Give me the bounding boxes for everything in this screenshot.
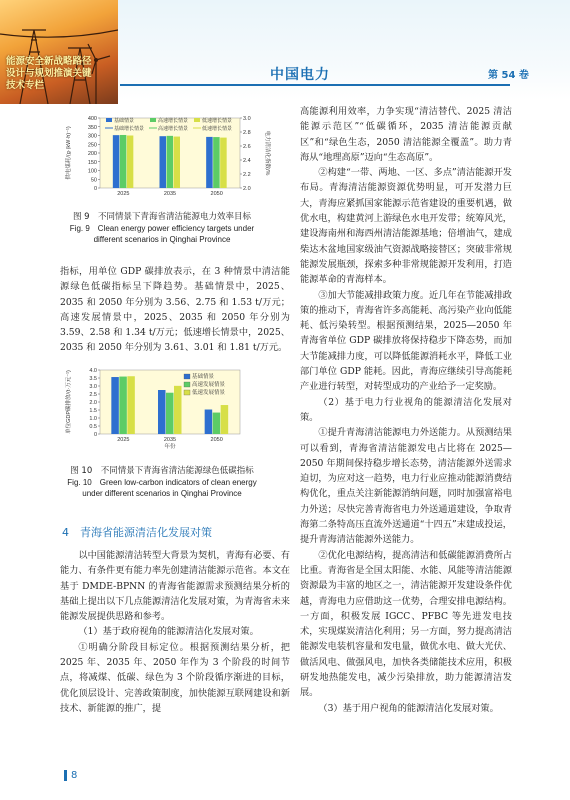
bar — [127, 136, 134, 189]
figure-10-chart — [64, 366, 276, 452]
bar — [220, 138, 227, 188]
figure-10-caption-en-1: Fig. 10 Green low-carbon indicators of clean energy — [67, 478, 257, 487]
legend-swatch — [184, 390, 190, 395]
y-tick-label: 1.0 — [89, 416, 97, 422]
y-tick-label: 250 — [87, 142, 97, 149]
left-column-bottom — [60, 548, 290, 716]
paragraph: （1）基于政府视角的能源清洁化发展对策。 — [78, 626, 259, 638]
banner-title — [0, 56, 118, 92]
y-tick-label: 200 — [87, 151, 97, 157]
y-tick-label: 3.0 — [89, 384, 97, 390]
legend-label: 基础情景 — [192, 374, 215, 380]
right-column — [300, 104, 512, 716]
page-number: 8 — [64, 770, 77, 781]
x-tick-label: 2050 — [210, 191, 223, 197]
volume-label: 第 54 卷 — [488, 70, 529, 81]
y-tick-label: 150 — [87, 159, 97, 166]
figure-10-caption — [32, 466, 292, 499]
y-axis-label: 单位GDP碳排放/(t·万元⁻¹) — [66, 370, 72, 434]
bar — [174, 137, 181, 188]
paragraph: ①提升青海清洁能源电力外送能力。从预测结果可以看到，青海省清洁能源发电占比将在 2025—2050 年期间保持稳步增长态势，清洁能源外送需求迫切，为应对这一趋势，电力行业应推动能源消费结构优化，重点关注新能源消纳问题，同时加强富裕电力外送；尽快完善青海省电力外送通道建设，争取青海第二条特高压直流外送通道“十四五”末建成投运，提升青海清洁能源外送能力。 — [300, 427, 512, 546]
bar — [213, 413, 221, 434]
bar — [160, 136, 167, 188]
paragraph: ②构建“一带、两地、一区、多点”清洁能源开发布局。青海清洁能源资源优势明显，可开发潜力巨大，青海应紧抓国家能源示范省建设的重要机遇，做优水电，构建黄河上游绿色水电开发带；统筹风光，建设海南州和海西州清洁能源基地；倍增油气，建成柴达木盆地国家级油气资源战略接替区；突破非常规能源发展瓶颈，探索多种非常规能源开发利用，打造能源革命的青海样本。 — [300, 167, 512, 286]
paragraph: （2）基于电力行业视角的能源清洁化发展对策。 — [300, 396, 512, 423]
y-tick-label: 4.0 — [89, 368, 97, 374]
y-tick-label: 1.5 — [89, 408, 97, 414]
legend-swatch — [194, 118, 200, 122]
y2-tick-label: 2.6 — [243, 144, 251, 150]
legend-label: 高速发展情景 — [192, 382, 226, 388]
banner-line-2: 设计与规划推演关键 — [6, 68, 92, 79]
paragraph: 指标，用单位 GDP 碳排放表示，在 3 种情景中清洁能源绿色低碳指标呈下降趋势。基础情景中，2025、2035 和 2050 年分别为 3.56、2.75 和 1.53 t/万元；高速发展情景中，2025、2035 和 2050 年分别为 3.59、2.58 和 1.34 t/万元；低速增长情景中，2025、2035 和 2050 年分别为 3.61、3.01 和 1.81 t/万元。 — [60, 266, 290, 354]
y-tick-label: 2.0 — [89, 400, 97, 406]
legend-label: 高速增长情景 — [158, 118, 189, 124]
x-tick-label: 2035 — [163, 437, 177, 443]
y2-tick-label: 2.4 — [243, 158, 251, 164]
bar — [221, 405, 229, 434]
legend-swatch — [184, 382, 190, 387]
bar — [127, 376, 135, 434]
bar — [205, 410, 213, 434]
y-tick-label: 400 — [87, 116, 97, 122]
legend-swatch — [184, 374, 190, 379]
legend-label: 基础情景 — [114, 118, 135, 124]
header-rule — [120, 84, 510, 86]
figure-10-caption-cn: 图 10 不同情景下青海省清洁能源绿色低碳指标 — [70, 466, 254, 476]
y-tick-label: 2.5 — [89, 392, 97, 398]
y2-tick-label: 2.0 — [243, 186, 251, 192]
legend-label: 高速增长情景 — [158, 126, 189, 132]
y-tick-label: 350 — [87, 124, 97, 131]
figure-9-caption — [32, 212, 292, 245]
paragraph: ③加大节能减排政策力度。近几年在节能减排政策的推动下，青海省许多高能耗、高污染产业向低能耗、低污染转型。根据预测结果，2025—2050 年青海省单位 GDP 碳排放将保持稳步下降态势，而加大节能减排力度，可以降低能源消耗水平，降低工业部门单位 GDP 能耗。因此，青海应继续引导高能耗产业进行转型，对转型成功的产业给予一定奖励。 — [300, 289, 512, 393]
x-tick-label: 2025 — [117, 437, 130, 443]
paragraph: ②优化电源结构，提高清洁和低碳能源消费所占比重。青海省是全国太阳能、水能、风能等清洁能源资源最为丰富的地区之一，清洁能源开发建设条件优越，青海电力应借助这一优势，合理安排电源结构。一方面，积极发展 IGCC、PFBC 等先进发电技术，实现煤炭清洁化利用；另一方面，努力提高清洁能源发电装机容量和发电量，做优水电、做大光伏、做活风电、做强风电，加快各类储能技术应用，积极研发地热能发电，减少污染排放，助力能源清洁发展。 — [300, 549, 512, 699]
y2-tick-label: 3.0 — [243, 116, 251, 122]
y2-tick-label: 2.8 — [243, 130, 251, 136]
x-tick-label: 2050 — [210, 437, 223, 443]
bar — [167, 136, 174, 188]
bar — [120, 135, 127, 188]
paragraph: ①明确分阶段目标定位。根据预测结果分析，把 2025 年、2035 年、2050 年作为 3 个阶段的时间节点，将减煤、低碳、绿色为 3 个阶段循序渐进的目标，优化顶层设计、完善政策制度，加快能源互联网建设和新技术、新能源的推广，提 — [60, 641, 290, 714]
legend-label: 低速增长情景 — [202, 126, 233, 132]
x-axis-label: 年份 — [164, 444, 176, 450]
y-tick-label: 0.5 — [89, 424, 97, 430]
legend-swatch — [150, 118, 156, 122]
bar — [113, 135, 120, 188]
y-tick-label: 3.5 — [89, 376, 97, 382]
figure-10-caption-en-2: under different scenarios in Qinghai Province — [82, 489, 242, 498]
y-tick-label: 100 — [87, 168, 97, 175]
figure-9-caption-en-2: different scenarios in Qinghai Province — [93, 235, 231, 244]
y2-tick-label: 2.2 — [243, 172, 251, 178]
y-tick-label: 300 — [87, 133, 97, 140]
y2-axis-label: 电力清洁化指数/% — [264, 130, 270, 176]
bar — [174, 386, 182, 434]
section-heading: 4 青海省能源清洁化发展对策 — [62, 526, 212, 539]
bar — [213, 137, 220, 188]
bar — [166, 393, 174, 434]
y-tick-label: 0 — [93, 432, 97, 438]
left-column-top — [60, 264, 290, 356]
banner-line-1: 能源安全新战略路径 — [6, 56, 92, 67]
figure-9-chart — [64, 112, 276, 204]
paragraph: （3）基于用户视角的能源清洁化发展对策。 — [318, 702, 499, 714]
bar — [111, 377, 119, 434]
paragraph: 高能源利用效率，力争实现“清洁替代、2025 清洁能源示范区”“低碳循环，2035 清洁能源贡献区”和“绿色生态，2050 清洁能源全覆盖”。助力青海从“地理高原”迈向“生态高原”。 — [300, 106, 512, 163]
legend-label: 低速发展情景 — [192, 390, 226, 396]
banner-line-3: 技术专栏 — [6, 80, 45, 91]
legend-label: 基础增长情景 — [114, 126, 145, 132]
legend-swatch — [106, 118, 112, 122]
x-tick-label: 2035 — [163, 191, 177, 197]
legend-label: 低速增长情景 — [202, 118, 233, 124]
bar — [206, 137, 213, 188]
paragraph: 以中国能源清洁转型大背景为契机，青海有必要、有能力、有条件更有能力率先创建清洁能源示范省。本文在基于 DMDE-BPNN 的青海省能源需求预测结果分析的基础上提出以下几点能源清洁化发展对策，为青海省未来能源发展提供思路和参考。 — [60, 550, 290, 623]
y-tick-label: 0 — [93, 186, 97, 192]
figure-9-caption-cn: 图 9 不同情景下青海省清洁能源电力效率目标 — [72, 212, 252, 222]
y-tick-label: 50 — [90, 177, 97, 184]
figure-9-caption-en-1: Fig. 9 Clean energy power efficiency targets under — [69, 224, 255, 233]
bar — [158, 390, 166, 434]
y-axis-label: 供电煤耗/(g·(kW·h)⁻¹) — [66, 126, 72, 180]
bar — [119, 377, 127, 434]
x-tick-label: 2025 — [117, 191, 130, 197]
journal-name: 中国电力 — [270, 67, 330, 83]
